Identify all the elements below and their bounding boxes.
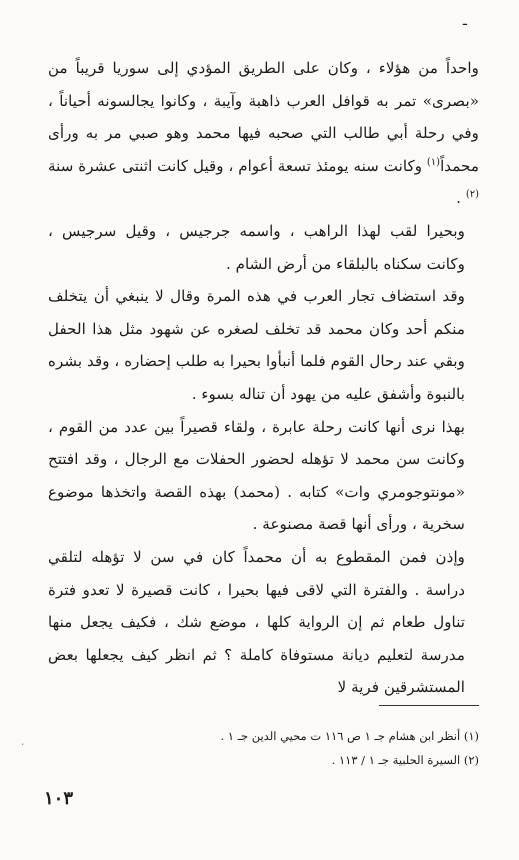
paragraph-1 [48, 52, 479, 215]
footnote-2: (٢) السيرة الحلبية جـ ١ / ١١٣ . [331, 753, 479, 767]
paragraph-1-end: . [456, 189, 466, 208]
footnote-ref-1[interactable]: (١) [426, 156, 441, 168]
paragraph-5: وإذن فمن المقطوع به أن محمداً كان في سن لا تؤهله لتلقي دراسة . والفترة التي لاقى فيها بحيرا ، كانت قصيرة لا تعدو فترة تناول طعام ثم إن الرواية كلها ، موضع شك ، فكيف يجعل منها مدرسة لتعليم ديانة مستوفاة كاملة ؟ ثم انظر كيف يجعلها بعض المستشرقين فرية لا [48, 547, 465, 697]
paragraph-1-text-cont: وكانت سنه يومئذ تسعة أعوام ، وقيل كانت اثنتى عشرة سنة [47, 156, 427, 175]
paragraph-4: بهذا نرى أنها كانت رحلة عابرة ، ولقاء قصيراً بين عدد من القوم ، وكانت سن محمد لا تؤهله لحضور الحفلات مع الرجال ، وقد افتتح «مونتوجومري وات» كتابه . (محمد) بهذه القصة واتخذها موضوع سخرية ، ورأى أنها قصة مصنوعة . [48, 417, 465, 534]
paragraph-2: وبحيرا لقب لهذا الراهب ، واسمه جرجيس ، وقيل سرجيس ، وكانت سكناه بالبلقاء من أرض الشام . [48, 221, 465, 273]
top-mark: ـ [462, 13, 467, 29]
paragraph-1-text: واحداً من هؤلاء ، وكان على الطريق المؤدي إلى سوريا قريباً من «بصرى» تمر به قوافل العرب ذاهبة وآيبة ، وكانوا يجالسونه أحياناً ، وفي رحلة أبي طالب التي صحبه فيها محمد وهو صبي مر به ورأى محمداً [48, 59, 479, 175]
footnote-ref-2[interactable]: (٢) [465, 189, 479, 201]
footnote-1: (١) أنظر ابن هشام جـ ١ ص ١١٦ ت محيي الدين جـ ١ . [220, 729, 479, 743]
footnote-divider [379, 705, 479, 706]
page-number: ١٠٣ [44, 788, 74, 809]
paragraph-3: وقد استضاف تجار العرب في هذه المرة وقال لا ينبغي أن يتخلف منكم أحد وكان محمد قد تخلف لصغره عن شهود مثل هذا الحفل وبقي عند رحال القوم فلما أنبأوا بحيرا به طلب إحضاره ، وقد بشره بالنبوة وأشفق عليه من يهود أن تناله بسوء . [48, 287, 465, 403]
footnotes [48, 724, 479, 772]
margin-mark: ٠ [20, 739, 26, 750]
main-text [48, 52, 479, 704]
